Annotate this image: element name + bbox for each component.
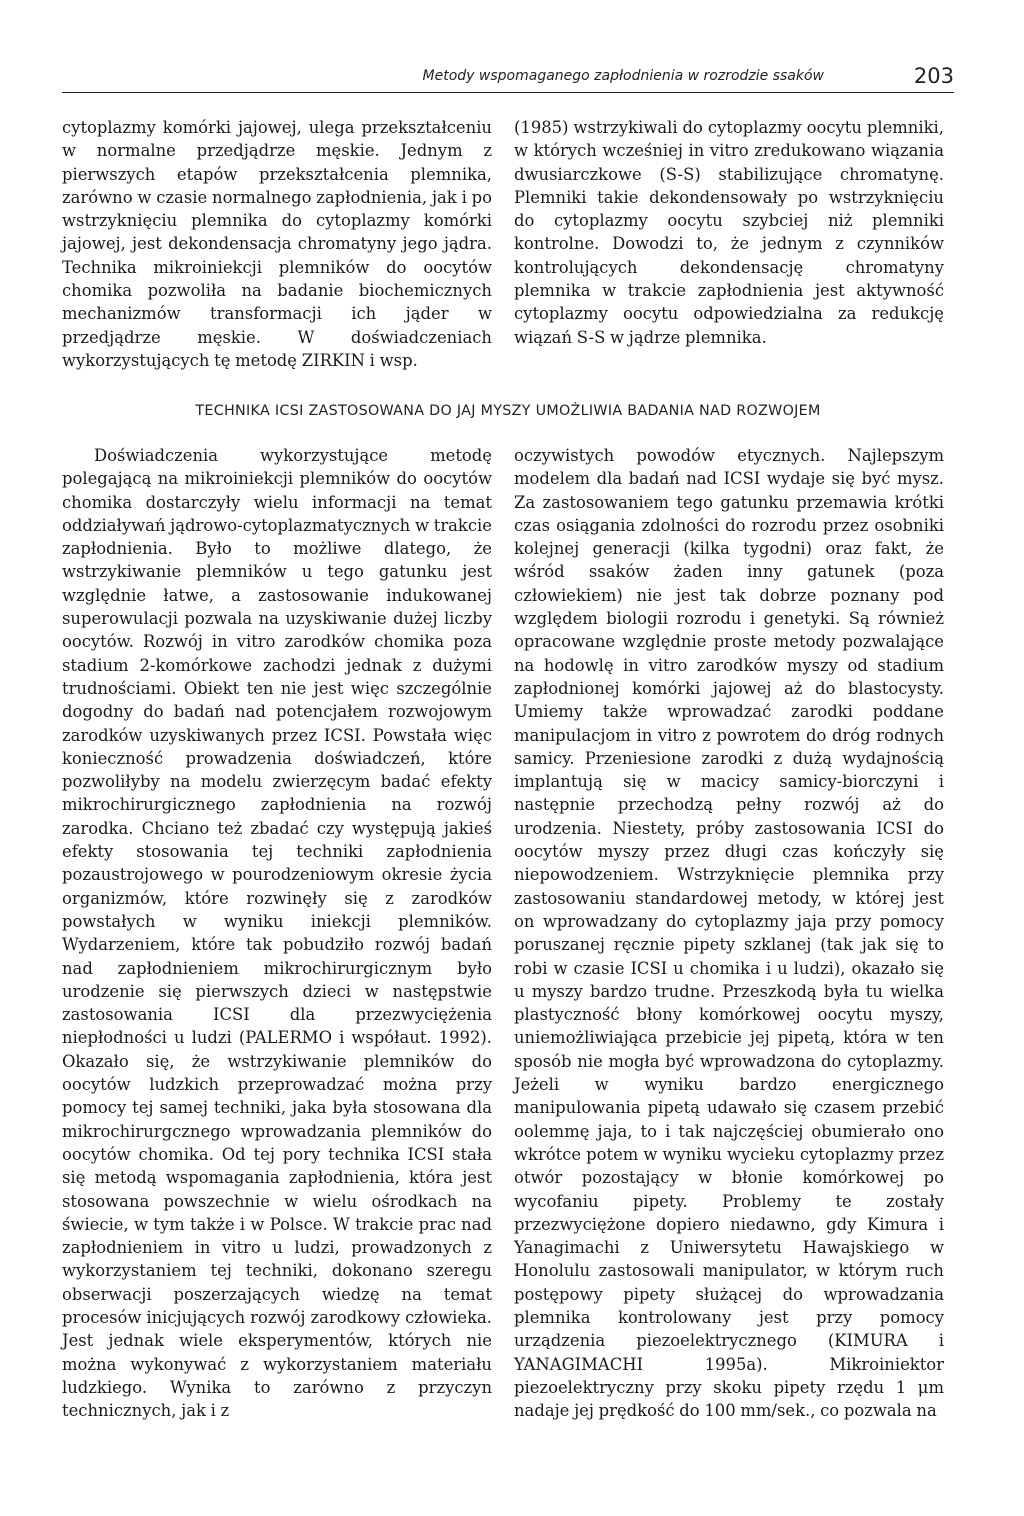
section-heading: TECHNIKA ICSI ZASTOSOWANA DO JAJ MYSZY UMOŻLIWIA BADANIA NAD ROZWOJEM: [195, 403, 821, 419]
page-number: 203: [913, 64, 954, 88]
bottom-left-column: [62, 444, 492, 1422]
paragraph: cytoplazmy komórki jajowej, ulega przekształceniu w normalne przedjądrze męskie. Jednym z pierwszych etapów przekształcenia plemnika, zarówno w czasie normalnego zapłodnienia, jak i po wstrzyknięciu plemnika do cytoplazmy komórki jajowej, jest dekondensacja chromatyny jego jądra. Technika mikroiniekcji plemników do oocytów chomika pozwoliła na badanie biochemicznych mechanizmów transformacji ich jąder w przedjądrze męskie. W doświadczeniach wykorzystujących tę metodę ZIRKIN i wsp.: [62, 118, 492, 370]
paragraph: (1985) wstrzykiwali do cytoplazmy oocytu plemniki, w których wcześniej in vitro zredukowano wiązania dwusiarczkowe (S-S) stabilizujące chromatynę. Plemniki takie dekondensowały po wstrzyknięciu do cytoplazmy oocytu szybciej niż plemniki kontrolne. Dowodzi to, że jednym z czynników kontrolujących dekondensację chromatyny plemnika w trakcie zapłodnienia jest aktywność cytoplazmy oocytu odpowiedzialna za redukcję wiązań S-S w jądrze plemnika.: [514, 118, 944, 347]
bottom-right-column: [514, 444, 944, 1422]
page-header: [62, 64, 954, 93]
paragraph: oczywistych powodów etycznych. Najlepszym modelem dla badań nad ICSI wydaje się być mysz. Za zastosowaniem tego gatunku przemawia krótki czas osiągania zdolności do rozrodu przez osobniki kolejnej generacji (kilka tygodni) oraz fakt, że wśród ssaków żaden inny gatunek (poza człowiekiem) nie jest tak dobrze poznany pod względem biologii rozrodu i genetyki. Są również opracowane względnie proste metody pozwalające na hodowlę in vitro zarodków myszy od stadium zapłodnionej komórki jajowej aż do blastocysty. Umiemy także wprowadzać zarodki poddane manipulacjom in vitro z powrotem do dróg rodnych samicy. Przeniesione zarodki z dużą wydajnością implantują się w macicy samicy-biorczyni i następnie przechodzą pełny rozwój aż do urodzenia. Niestety, próby zastosowania ICSI do oocytów myszy przez długi czas kończyły się niepowodzeniem. Wstrzyknięcie plemnika przy zastosowaniu standardowej metody, w której jest on wprowadzany do cytoplazmy jaja przy pomocy poruszanej ręcznie pipety szklanej (tak jak się to robi w czasie ICSI u chomika i u ludzi), okazało się u myszy bardzo trudne. Przeszkodą była tu wielka plastyczność błony komórkowej oocytu myszy, uniemożliwiająca przebicie jej pipetą, która w ten sposób nie mogła być wprowadzona do cytoplazmy. Jeżeli w wyniku bardzo energicznego manipulowania pipetą udawało się czasem przebić oolemmę jaja, to i tak najczęściej obumierało ono wkrótce potem w wyniku wycieku cytoplazmy przez otwór pozostający w błonie komórkowej po wycofaniu pipety. Problemy te zostały przezwyciężone dopiero niedawno, gdy Kimura i Yanagimachi z Uniwersytetu Hawajskiego w Honolulu zastosowali manipulator, w którym ruch postępowy pipety służącej do wprowadzania plemnika kontrolowany jest przy pomocy urządzenia piezoelektrycznego (KIMURA i YANAGIMACHI 1995a). Mikroiniektor piezoelektryczny przy skoku pipety rzędu 1 μm nadaje jej prędkość do 100 mm/sek., co pozwala na: [514, 446, 944, 1421]
paragraph: Doświadczenia wykorzystujące metodę polegającą na mikroiniekcji plemników do oocytów chomika dostarczyły wielu informacji na temat oddziaływań jądrowo-cytoplazmatycznych w trakcie zapłodnienia. Było to możliwe dlatego, że wstrzykiwanie plemników u tego gatunku jest względnie łatwe, a zastosowanie indukowanej superowulacji pozwala na uzyskiwanie dużej liczby oocytów. Rozwój in vitro zarodków chomika poza stadium 2-komórkowe zachodzi jednak z dużymi trudnościami. Obiekt ten nie jest więc szczególnie dogodny do badań nad potencjałem rozwojowym zarodków uzyskiwanych przez ICSI. Powstała więc konieczność prowadzenia doświadczeń, które pozwoliłyby na modelu zwierzęcym badać efekty mikrochirurgicznego zapłodnienia na rozwój zarodka. Chciano też zbadać czy występują jakieś efekty stosowania tej techniki zapłodnienia pozaustrojowego w pourodzeniowym okresie życia organizmów, które rozwinęły się z zarodków powstałych w wyniku iniekcji plemników. Wydarzeniem, które tak pobudziło rozwój badań nad zapłodnieniem mikrochirurgicznym było urodzenie się pierwszych dzieci w następstwie zastosowania ICSI dla przezwyciężenia niepłodności u ludzi (PALERMO i współaut. 1992). Okazało się, że wstrzykiwanie plemników do oocytów ludzkich przeprowadzać można przy pomocy tej samej techniki, jaka była stosowana dla mikrochirurgcznego wprowadzania plemników do oocytów chomika. Od tej pory technika ICSI stała się metodą wspomagania zapłodnienia, która jest stosowana powszechnie w wielu ośrodkach na świecie, w tym także i w Polsce. W trakcie prac nad zapłodnieniem in vitro u ludzi, prowadzonych z wykorzystaniem tej techniki, dokonano szeregu obserwacji poszerzających wiedzę na temat procesów inicjujących rozwój zarodkowy człowieka. Jest jednak wiele eksperymentów, których nie można wykonywać z wykorzystaniem materiału ludzkiego. Wynika to zarówno z przyczyn technicznych, jak i z: [62, 446, 492, 1421]
top-right-column: [514, 116, 944, 349]
running-title: Metody wspomaganego zapłodnienia w rozrodzie ssaków: [422, 68, 824, 84]
top-left-column: [62, 116, 492, 372]
